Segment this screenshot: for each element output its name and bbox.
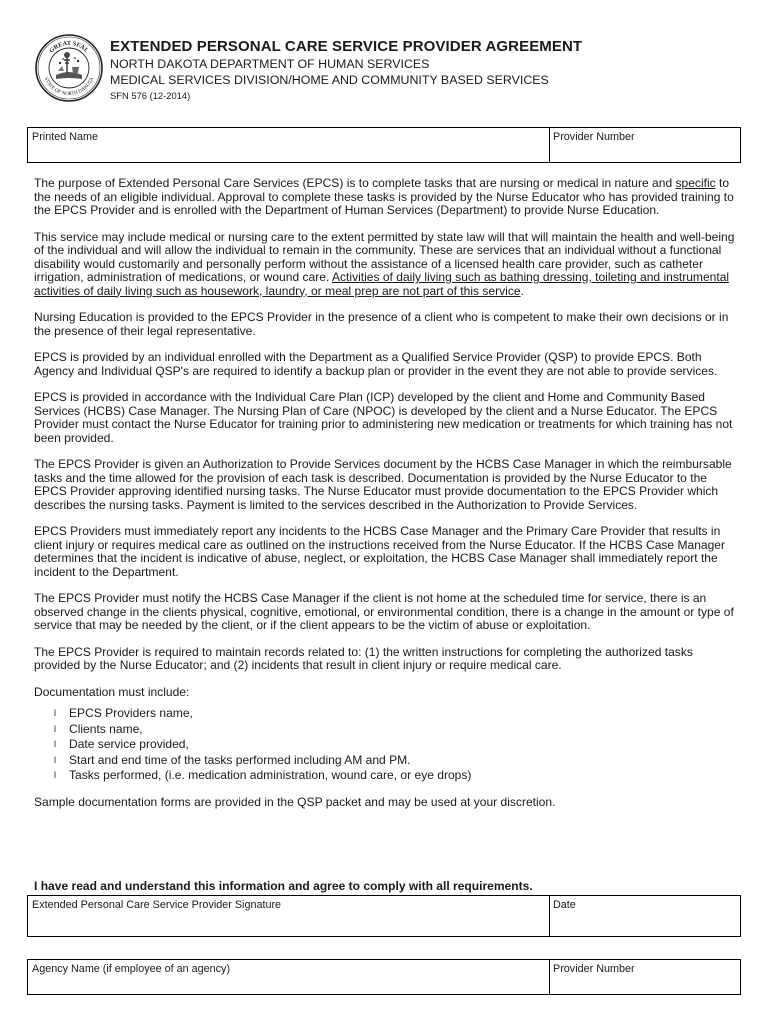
form-title: EXTENDED PERSONAL CARE SERVICE PROVIDER AGREEMENT	[110, 38, 583, 55]
date-field[interactable]	[550, 896, 740, 936]
list-item: l Clients name,	[54, 721, 143, 736]
seal-top-text: GREAT SEAL	[48, 39, 90, 55]
paragraph-documentation: Documentation must include:	[34, 684, 190, 699]
agency-provider-number-label: Provider Number	[553, 963, 635, 975]
paragraph-records: The EPCS Provider is required to maintain records related to: (1) the written instructions for completing the authorized tasks provided by the Nurse Educator; and (2) incidents that result in client injury or require medical care.	[34, 644, 693, 672]
paragraph-icp: EPCS is provided in accordance with the Individual Care Plan (ICP) developed by the client and Home and Community Based Services (HCBS) Case Manager. The Nursing Plan of Care (NPOC) is developed by the client and a Nurse Educator. The EPCS Provider must contact the Nurse Educator for training prior to administering new medication or treatments for which training has not been provided.	[34, 390, 733, 445]
paragraph-notify: The EPCS Provider must notify the HCBS Case Manager if the client is not home at the scheduled time for service, there is an observed change in the clients physical, cognitive, emotional, or environmental condition, there is a change in the amount or type of service that may be needed by the client, or if the client appears to be the victim of abuse or exploitation.	[34, 591, 734, 632]
date-label: Date	[553, 899, 576, 911]
printed-name-label: Printed Name	[32, 131, 99, 143]
bullet-icon: l	[54, 770, 56, 780]
bullet-icon: l	[54, 739, 56, 749]
paragraph-sample-forms: Sample documentation forms are provided in the QSP packet and may be used at your discretion.	[34, 794, 556, 809]
provider-number-label: Provider Number	[553, 131, 635, 143]
documentation-list	[34, 706, 738, 784]
department-name: NORTH DAKOTA DEPARTMENT OF HUMAN SERVICES	[110, 57, 430, 71]
svg-text:STATE OF NORTH DAKOTA	[43, 77, 96, 98]
agency-row	[27, 959, 741, 995]
agency-name-field[interactable]	[28, 960, 550, 994]
state-seal-icon	[34, 33, 104, 103]
paragraph-qsp: EPCS is provided by an individual enrolled with the Department as a Qualified Service Provider (QSP) to provide EPCS. Both Agency and Individual QSP's are required to identify a backup plan or provider in the event they are not able to provide services.	[34, 350, 718, 378]
list-item: l EPCS Providers name,	[54, 706, 193, 720]
bullet-icon: l	[54, 754, 56, 765]
bullet-icon: l	[54, 708, 56, 718]
svg-text:GREAT SEAL	[48, 40, 90, 54]
signature-row	[27, 895, 741, 937]
list-item: l Tasks performed, (i.e. medication administration, wound care, or eye drops)	[54, 768, 472, 782]
agreement-statement: I have read and understand this information and agree to comply with all requirements.	[34, 879, 533, 893]
list-item: l Date service provided,	[54, 737, 189, 751]
form-header	[110, 38, 582, 103]
paragraph-purpose: The purpose of Extended Personal Care Services (EPCS) is to complete tasks that are nursing or medical in nature and specific to the needs of an eligible individual. Approval to complete these tasks is provided by the Nurse Educator who has provided training to the EPCS Provider and is enrolled with the Department of Human Services (Department) to provide Nurse Education.	[34, 176, 734, 217]
paragraph-incidents: EPCS Providers must immediately report any incidents to the HCBS Case Manager and the Primary Care Provider that results in client injury or requires medical care as outlined on the instructions received from the Nurse Educator. If the HCBS Case Manager determines that the incident is indicative of abuse, neglect, or exploitation, the HCBS Case Manager shall immediately report the incident to the Department.	[34, 524, 726, 579]
list-item: l Start and end time of the tasks performed including AM and PM.	[54, 752, 411, 767]
seal-bottom-text: STATE OF NORTH DAKOTA	[42, 76, 96, 98]
bullet-icon: l	[54, 723, 56, 734]
printed-name-row	[27, 127, 741, 163]
form-number: SFN 576 (12-2014)	[110, 90, 191, 101]
paragraph-nursing-education: Nursing Education is provided to the EPCS Provider in the presence of a client who is competent to make their own decisions or in the presence of their legal representative.	[34, 310, 729, 338]
agency-provider-number-field[interactable]	[550, 960, 740, 994]
printed-name-field[interactable]	[28, 128, 550, 162]
signature-label: Extended Personal Care Service Provider Signature	[32, 899, 282, 911]
division-name: MEDICAL SERVICES DIVISION/HOME AND COMMUNITY BASED SERVICES	[110, 73, 549, 87]
signature-field[interactable]	[28, 896, 550, 936]
agreement-body	[34, 177, 738, 822]
agency-name-label: Agency Name (if employee of an agency)	[32, 963, 231, 975]
paragraph-service-scope: This service may include medical or nursing care to the extent permitted by state law will that will maintain the health and well-being of the individual and will allow the individual to remain in the community. These are services that an individual without a functional disability would customarily and personally perform without the assistance of a licensed health care provider, such as catheter irrigation, administration of medications, or wound care. Activities of daily living such as bathing dressing, toileting and instrumental activities of daily living such as housework, laundry, or meal prep are not part of this service.	[34, 229, 735, 298]
paragraph-authorization: The EPCS Provider is given an Authorization to Provide Services document by the HCBS Case Manager in which the reimbursable tasks and the time allowed for the provision of each task is described. Documentation is provided by the Nurse Educator to the EPCS Provider approving identified nursing tasks. The Nurse Educator must provide documentation to the EPCS Provider which describes the nursing tasks. Payment is limited to the services described in the Authorization to Provide Services.	[34, 457, 732, 512]
provider-number-field[interactable]	[550, 128, 740, 162]
